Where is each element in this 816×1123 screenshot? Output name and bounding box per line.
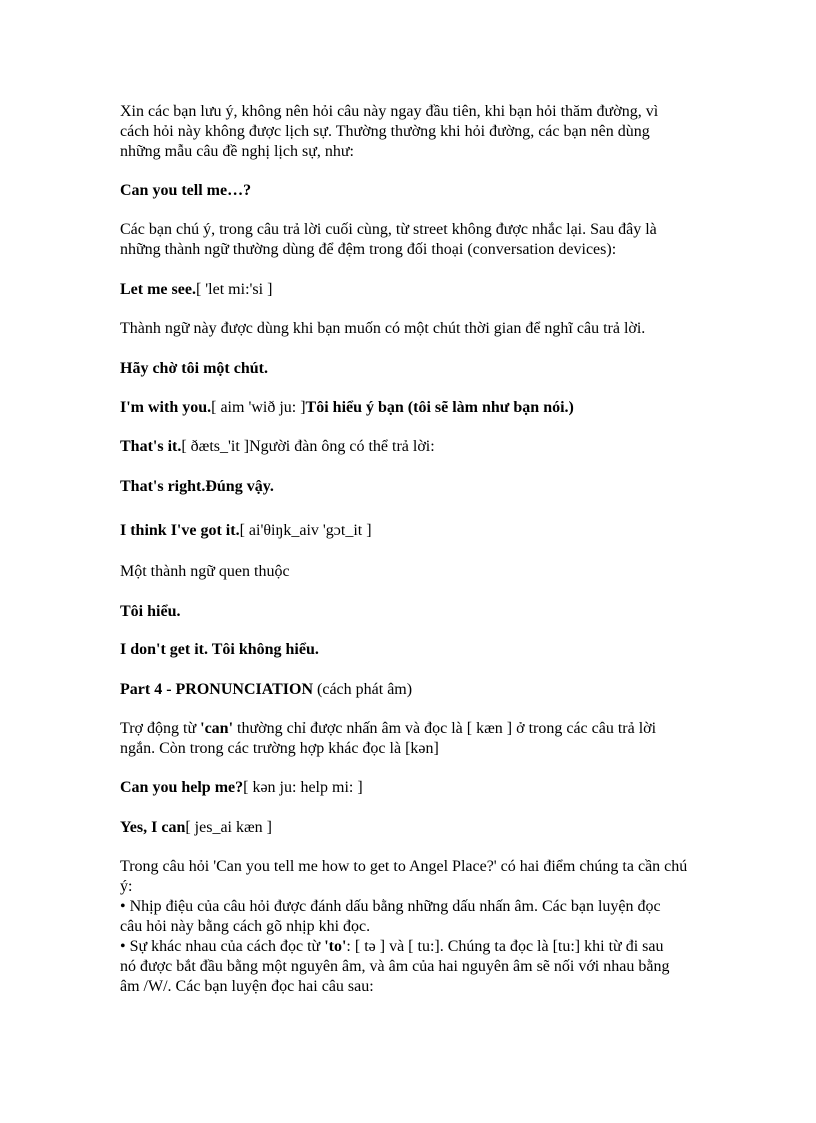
text-line: câu hỏi này bằng cách gõ nhịp khi đọc. — [120, 918, 371, 935]
part4-subtitle: (cách phát âm) — [313, 681, 413, 698]
heading-can-you-tell: Can you tell me…? — [120, 182, 252, 199]
text-line: âm /W/. Các bạn luyện đọc hai câu sau: — [120, 978, 374, 995]
part4-title: Part 4 - PRONUNCIATION — [120, 681, 314, 698]
phrase-meaning: Tôi hiểu ý bạn (tôi sẽ làm như bạn nói.) — [305, 399, 574, 416]
phrase-bold: That's it. — [120, 438, 182, 455]
phrase-bold: Let me see. — [120, 281, 196, 298]
conversation-devices-paragraph — [120, 220, 710, 260]
thats-it-line — [120, 437, 710, 457]
text-line: nó được bắt đầu bằng một nguyên âm, và âm của hai nguyên âm sẽ nối với nhau bằng — [120, 958, 670, 975]
heading-wait: Hãy chờ tôi một chút. — [120, 360, 268, 377]
part4-heading — [120, 680, 710, 700]
phrase-pronunciation: [ kən ju: help mi: ] — [243, 779, 363, 796]
phrase-bold: I'm with you. — [120, 399, 212, 416]
text-run: thường chỉ được nhấn âm và đọc là [ kæn ] ở trong các câu trả lời — [233, 720, 657, 737]
phrase-pronunciation: [ aim 'wið ju: ] — [211, 399, 306, 416]
text-run-bold: 'can' — [200, 720, 234, 737]
text-line: Trong câu hỏi 'Can you tell me how to get to Angel Place?' có hai điểm chúng ta cần chú — [120, 858, 688, 875]
text-line: cách hỏi này không được lịch sự. Thường thường khi hỏi đường, các bạn nên dùng — [120, 123, 650, 140]
text-line: những mẫu câu đề nghị lịch sự, như: — [120, 143, 354, 160]
text-line: ý: — [120, 878, 133, 895]
heading-understand: Tôi hiểu. — [120, 603, 181, 620]
text-run: : [ tə ] và [ tu:]. Chúng ta đọc là [tu:] khi từ đi sau — [346, 938, 664, 955]
text-line: những thành ngữ thường dùng để đệm trong đối thoại (conversation devices): — [120, 241, 617, 258]
text-line: Các bạn chú ý, trong câu trả lời cuối cùng, từ street không được nhắc lại. Sau đây là — [120, 221, 657, 238]
intro-paragraph — [120, 102, 710, 162]
phrase-pronunciation: [ jes_ai kæn ] — [185, 819, 272, 836]
text-line: Xin các bạn lưu ý, không nên hỏi câu này ngay đầu tiên, khi bạn hỏi thăm đường, vì — [120, 103, 659, 120]
help-me-line — [120, 778, 710, 798]
angel-place-paragraph — [120, 857, 710, 997]
phrase-pronunciation: [ ðæts_'it ]Người đàn ông có thể trả lời: — [181, 438, 435, 455]
with-you-line — [120, 398, 710, 418]
text-line: • Nhịp điệu của câu hỏi được đánh dấu bằng những dấu nhấn âm. Các bạn luyện đọc — [120, 898, 661, 915]
heading-dont-get-it: I don't get it. Tôi không hiểu. — [120, 641, 319, 658]
yes-i-can-line — [120, 818, 710, 838]
phrase-bold: I think I've got it. — [120, 522, 240, 539]
familiar-idiom-text: Một thành ngữ quen thuộc — [120, 563, 290, 580]
thats-right-line: That's right.Đúng vậy. — [120, 478, 274, 495]
let-me-see-explanation: Thành ngữ này được dùng khi bạn muốn có một chút thời gian để nghĩ câu trả lời. — [120, 320, 646, 337]
let-me-see-line — [120, 280, 710, 300]
text-line: ngắn. Còn trong các trường hợp khác đọc là [kən] — [120, 740, 439, 757]
phrase-bold: Can you help me? — [120, 779, 244, 796]
text-run: • Sự khác nhau của cách đọc từ — [120, 938, 325, 955]
text-run-bold: 'to' — [324, 938, 347, 955]
text-line — [120, 719, 710, 739]
phrase-pronunciation: [ 'let mi:'si ] — [195, 281, 273, 298]
got-it-line — [120, 521, 710, 541]
can-pronunciation-paragraph — [120, 719, 710, 759]
phrase-pronunciation: [ ai'θiŋk_aiv 'gɔt_it ] — [239, 522, 372, 539]
phrase-bold: Yes, I can — [120, 819, 186, 836]
text-run: Trợ động từ — [120, 720, 201, 737]
text-line — [120, 937, 710, 957]
